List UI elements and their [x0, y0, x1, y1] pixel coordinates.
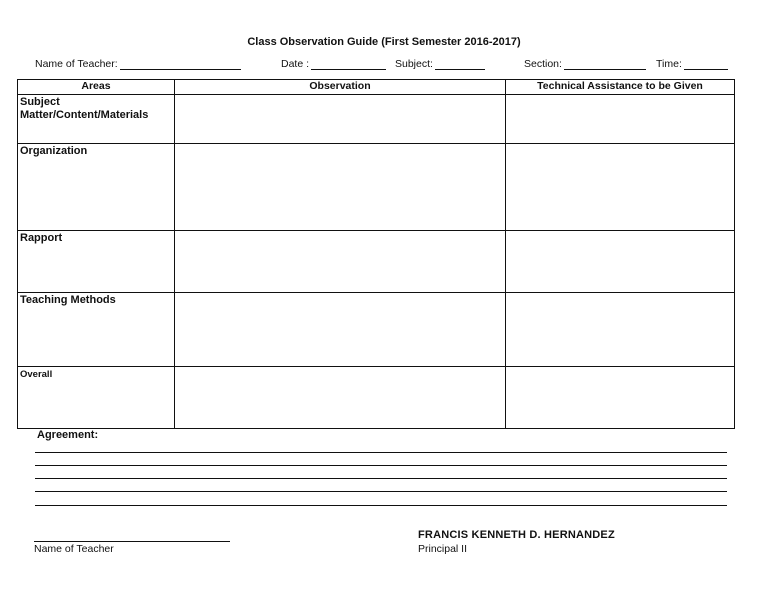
time-label: Time: — [656, 58, 682, 70]
time-field[interactable] — [656, 58, 728, 70]
table-row — [18, 144, 735, 231]
column-header-observation: Observation — [175, 80, 506, 95]
agreement-line[interactable] — [35, 478, 727, 479]
column-header-areas: Areas — [18, 80, 175, 95]
area-overall: Overall — [18, 367, 175, 429]
date-field[interactable] — [281, 58, 386, 70]
subject-label: Subject: — [395, 58, 433, 70]
table-row — [18, 293, 735, 367]
agreement-line[interactable] — [35, 465, 727, 466]
teacher-signature-label: Name of Teacher — [34, 543, 114, 555]
section-blank[interactable] — [564, 59, 646, 70]
technical-assistance-cell[interactable] — [506, 95, 735, 144]
teacher-name-label: Name of Teacher: — [35, 58, 118, 70]
teacher-signature-line[interactable] — [34, 541, 230, 542]
area-teaching-methods: Teaching Methods — [18, 293, 175, 367]
subject-field[interactable] — [395, 58, 485, 70]
agreement-line[interactable] — [35, 505, 727, 506]
teacher-name-field[interactable] — [35, 58, 241, 70]
area-label-line2: Matter/Content/Materials — [20, 109, 149, 121]
date-blank[interactable] — [311, 59, 386, 70]
table-row — [18, 95, 735, 144]
observation-cell[interactable] — [175, 293, 506, 367]
observation-cell[interactable] — [175, 144, 506, 231]
observation-table — [17, 79, 735, 429]
observation-cell[interactable] — [175, 231, 506, 293]
teacher-name-blank[interactable] — [120, 59, 241, 70]
table-row — [18, 231, 735, 293]
area-rapport: Rapport — [18, 231, 175, 293]
technical-assistance-cell[interactable] — [506, 367, 735, 429]
agreement-label: Agreement: — [37, 429, 99, 441]
principal-title: Principal II — [418, 543, 468, 555]
technical-assistance-cell[interactable] — [506, 144, 735, 231]
area-organization: Organization — [18, 144, 175, 231]
column-header-technical-assistance: Technical Assistance to be Given — [506, 80, 735, 95]
technical-assistance-cell[interactable] — [506, 231, 735, 293]
observation-cell[interactable] — [175, 95, 506, 144]
area-label-line1: Subject — [20, 96, 60, 108]
technical-assistance-cell[interactable] — [506, 293, 735, 367]
section-field[interactable] — [524, 58, 646, 70]
observation-cell[interactable] — [175, 367, 506, 429]
date-label: Date : — [281, 58, 310, 70]
principal-name: FRANCIS KENNETH D. HERNANDEZ — [418, 529, 615, 541]
table-row — [18, 367, 735, 429]
table-header-row — [18, 80, 735, 95]
subject-blank[interactable] — [435, 59, 485, 70]
agreement-line[interactable] — [35, 452, 727, 453]
time-blank[interactable] — [684, 59, 728, 70]
section-label: Section: — [524, 58, 562, 70]
area-subject-matter — [18, 95, 175, 144]
agreement-line[interactable] — [35, 491, 727, 492]
form-title: Class Observation Guide (First Semester 2016-2017) — [247, 36, 521, 48]
